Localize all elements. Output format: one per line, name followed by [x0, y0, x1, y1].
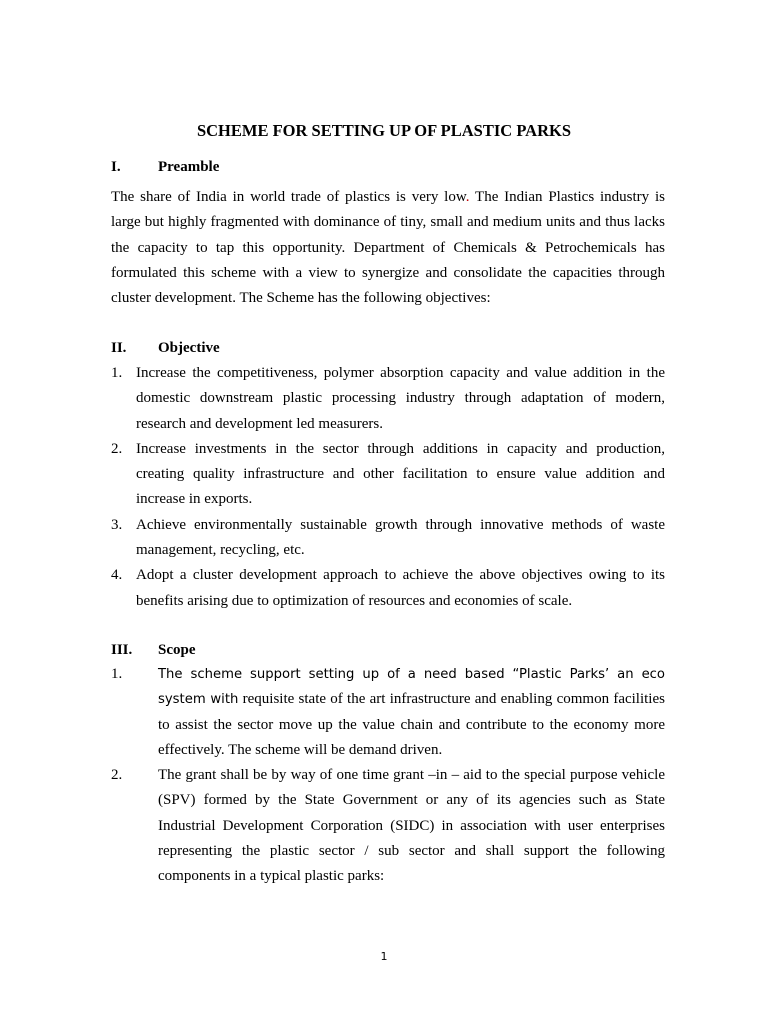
item-text: The grant shall be by way of one time grant –in – aid to the special purpose vehicle (SPV) formed by the State Government or any of its agencies such as State Industrial Development Corporation (SIDC) in association with user enterprises representing the plastic sector / sub sector and shall support the following components in a typical plastic parks: [158, 767, 665, 885]
preamble-paragraph [111, 185, 665, 311]
scope-item [111, 763, 665, 889]
preamble-heading [111, 158, 219, 176]
scope-heading [111, 641, 196, 659]
section-number: II. [111, 340, 127, 356]
preamble-text-start: The share of India in world trade of plastics is very low [111, 189, 466, 205]
item-text: Increase the competitiveness, polymer absorption capacity and value addition in the domestic downstream plastic processing industry through adaptation of modern, research and development led measurers. [136, 365, 665, 432]
item-text: requisite state of the art infrastructure and enabling common facilities to assist the sector move up the value chain and contribute to the economy more effectively. The scheme will be demand driven. [158, 691, 665, 758]
preamble-text-rest: The Indian Plastics industry is large but highly fragmented with dominance of tiny, small and medium units and thus lacks the capacity to tap this opportunity. Department of Chemicals & Petrochemicals has formulated this scheme with a view to synergize and consolidate the capacities through cluster development. The Scheme has the following objectives: [111, 189, 665, 307]
preamble-red-period: . [465, 189, 470, 205]
section-number: III. [111, 642, 133, 658]
objective-item [111, 361, 665, 437]
item-text: Adopt a cluster development approach to achieve the above objectives owing to its benefits arising due to optimization of resources and economies of scale. [136, 567, 665, 609]
objective-item [111, 437, 665, 513]
scope-list [111, 662, 665, 890]
section-title: Preamble [158, 159, 220, 175]
objective-item [111, 563, 665, 614]
scope-item [111, 662, 665, 763]
item-number: 2. [111, 767, 123, 784]
section-title: Objective [158, 340, 220, 356]
document-title: SCHEME FOR SETTING UP OF PLASTIC PARKS [196, 121, 572, 140]
objective-list [111, 361, 665, 614]
section-title: Scope [158, 642, 196, 658]
objective-heading [111, 339, 220, 357]
section-number: I. [111, 159, 121, 175]
item-text-alt-font: The scheme support setting up of a need based “Plastic Parks’ an eco system with [158, 667, 665, 708]
item-number: 4. [111, 567, 123, 584]
objective-item [111, 513, 665, 564]
item-number: 1. [111, 365, 123, 381]
item-number: 1. [111, 666, 123, 682]
item-number: 2. [111, 440, 123, 457]
item-text: Increase investments in the sector through additions in capacity and production, creating quality infrastructure and other facilitation to ensure value addition and increase in exports. [136, 440, 665, 508]
item-number: 3. [111, 516, 123, 533]
item-text: Achieve environmentally sustainable growth through innovative methods of waste management, recycling, etc. [136, 516, 665, 559]
page-number: 1 [380, 950, 388, 963]
